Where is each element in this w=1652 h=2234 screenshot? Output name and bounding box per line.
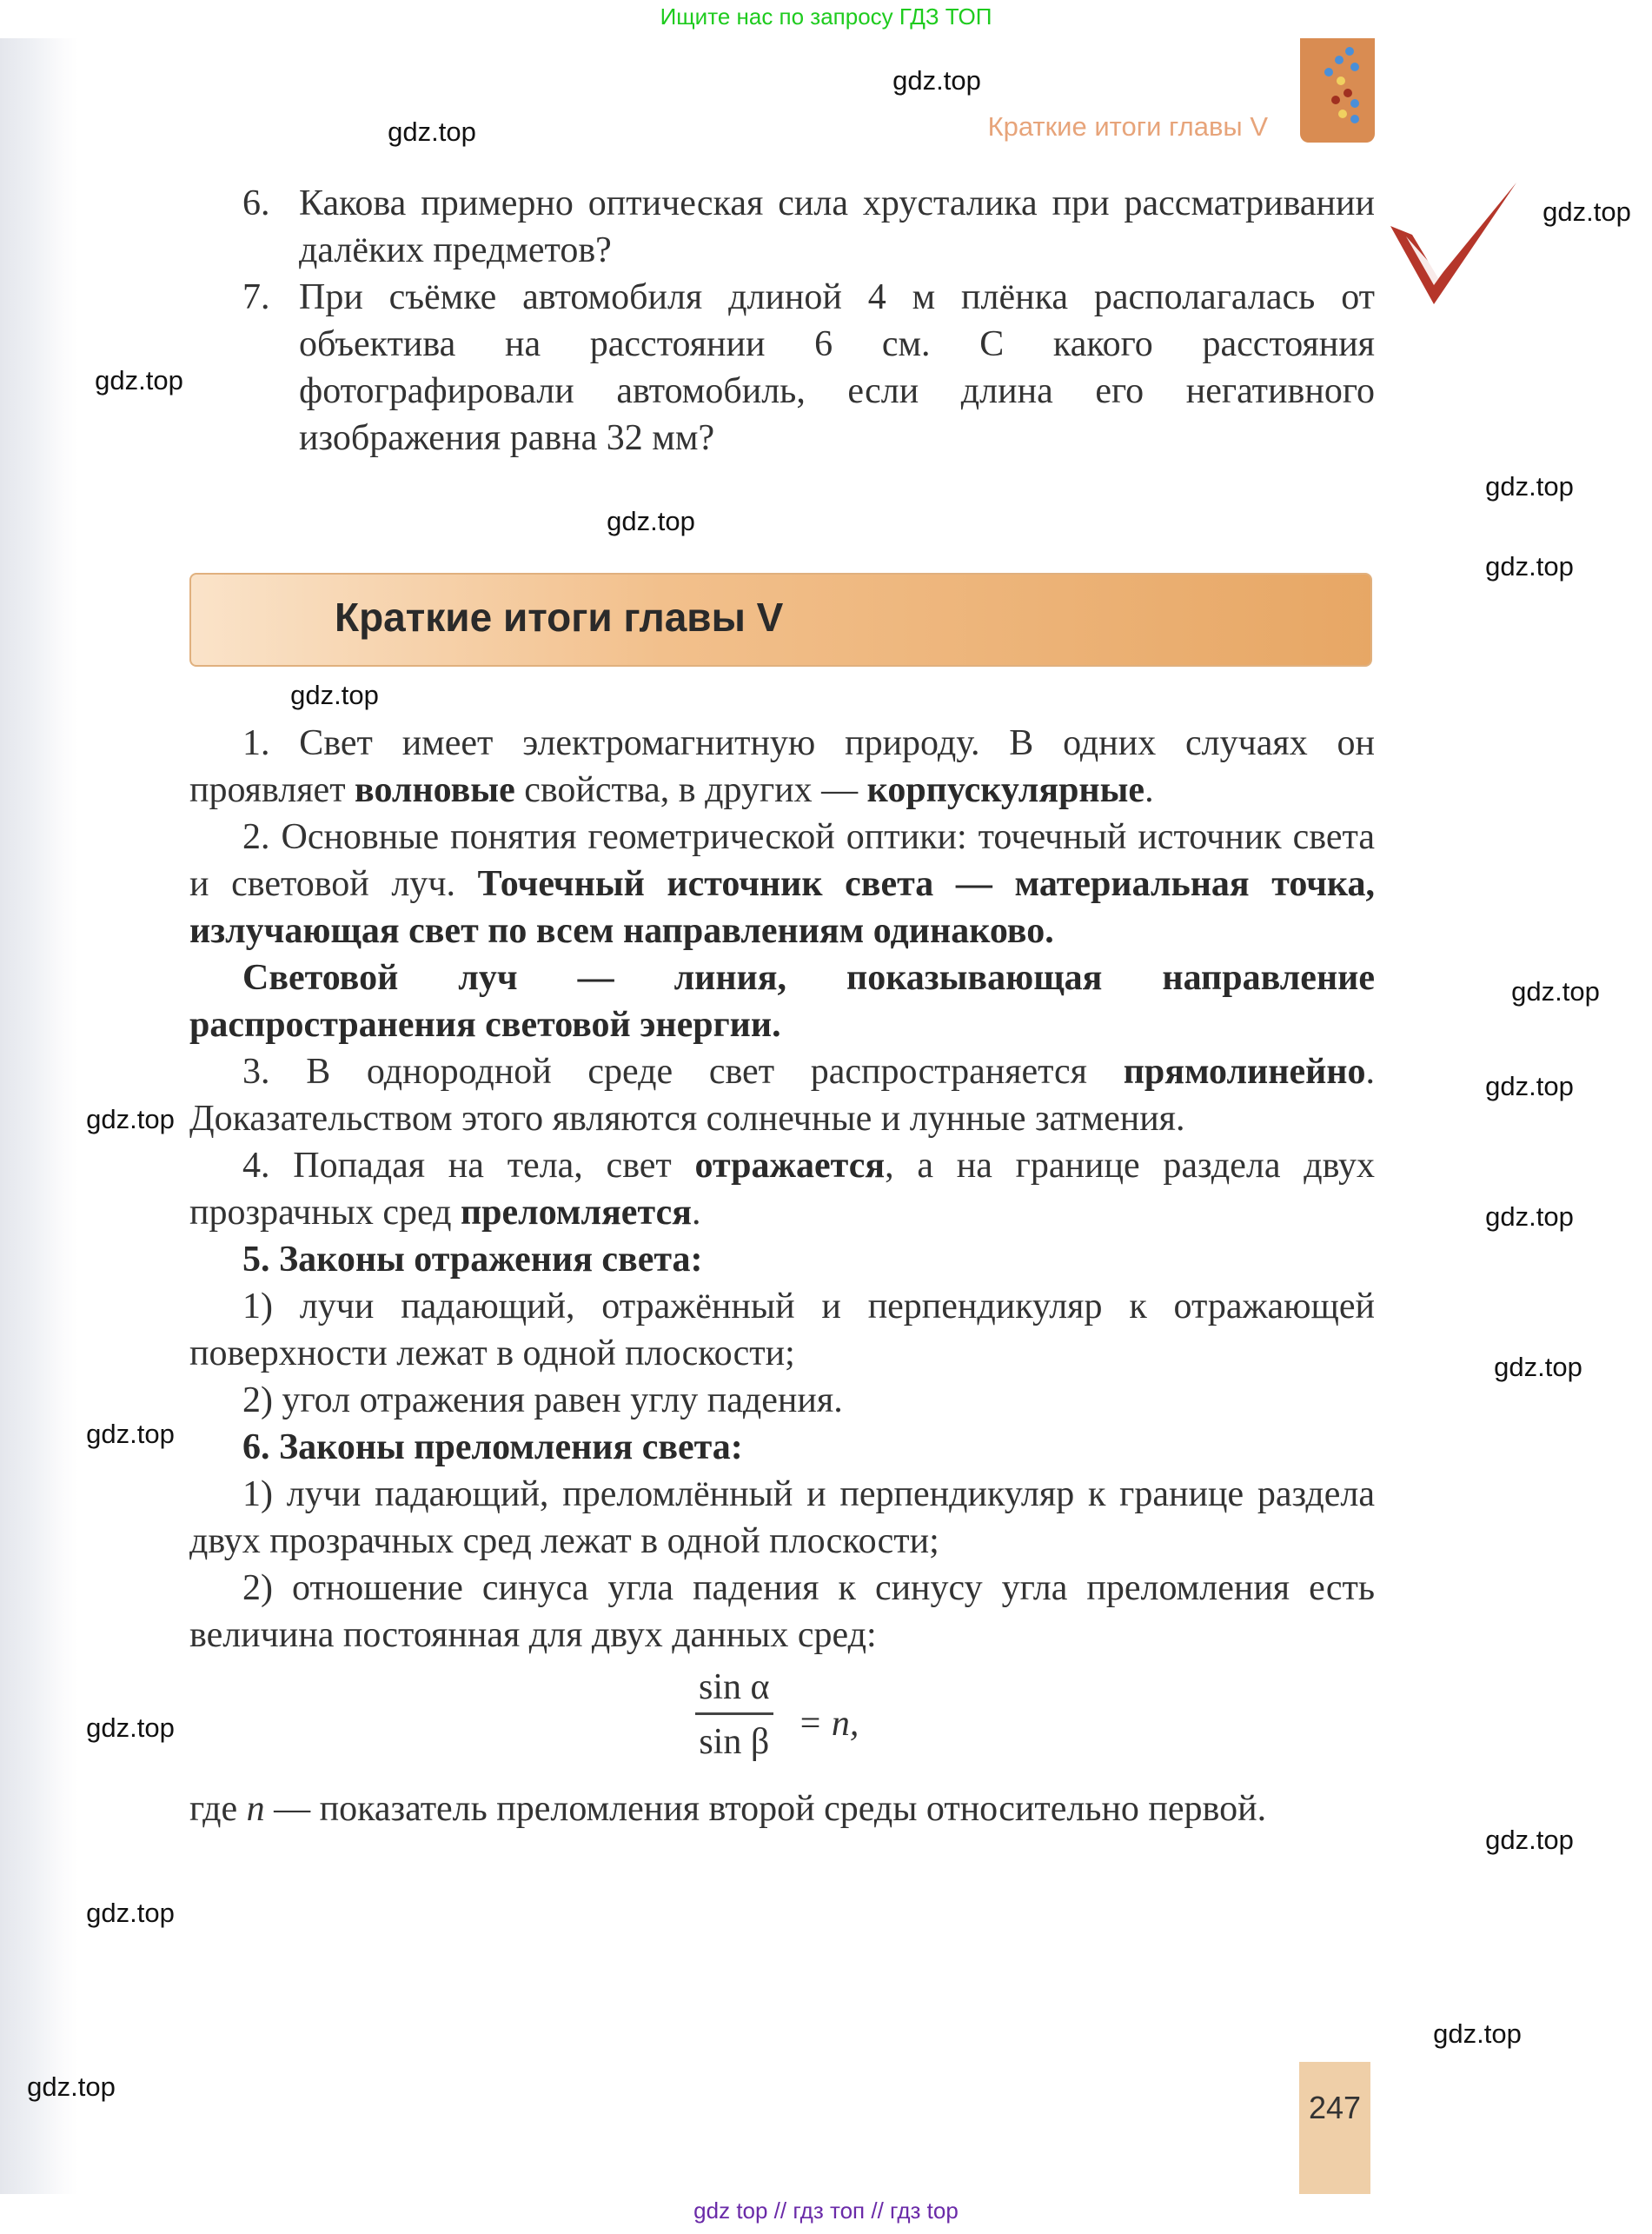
watermark-text: gdz.top — [1511, 976, 1600, 1007]
section-banner — [189, 573, 1372, 667]
bold-term: волновые — [355, 770, 515, 810]
definition-point-source: Точечный источник света — материальная точка, излучающая свет по всем направлениям одинаково. — [189, 864, 1375, 951]
denominator: sin β — [699, 1722, 770, 1762]
watermark-text: gdz.top — [86, 1712, 175, 1743]
watermark-text: gdz.top — [892, 65, 981, 96]
bold-term: прямолинейно — [1123, 1052, 1366, 1092]
text: свойства, в других — — [514, 770, 867, 810]
refraction-law-1: 1) лучи падающий, преломлённый и перпендикуляр к границе раздела двух прозрачных сред лежат в одной плоскости; — [189, 1474, 1375, 1561]
text: 1. Свет имеет электромагнитную природу. В одних случаях он проявляет — [189, 723, 1375, 810]
watermark-text: gdz.top — [86, 1104, 175, 1134]
watermark-text: gdz.top — [95, 365, 183, 396]
question-item — [242, 274, 1375, 462]
text: . — [1144, 770, 1154, 810]
text: . Доказательством этого являются солнечные и лунные затмения. — [189, 1052, 1375, 1139]
checkmark-icon — [1390, 183, 1516, 309]
summary-item-5-heading — [189, 1236, 1375, 1283]
refraction-law-2: 2) отношение синуса угла падения к синусу угла преломления есть величина постоянная для двух данных сред: — [189, 1568, 1375, 1655]
watermark-text: gdz.top — [1543, 196, 1631, 227]
watermark-text: gdz.top — [1485, 1825, 1574, 1855]
summary-item-2b — [189, 954, 1375, 1048]
watermark-text: gdz.top — [607, 506, 695, 536]
formula-rhs: = n, — [798, 1704, 859, 1744]
page-number: 247 — [1308, 2090, 1362, 2125]
watermark-text: gdz.top — [86, 1419, 175, 1449]
summary-item-1 — [189, 720, 1375, 814]
watermark-text: gdz.top — [1485, 1201, 1574, 1232]
watermark-text: gdz.top — [86, 1898, 175, 1928]
watermark-text: gdz.top — [290, 680, 379, 710]
watermark-text: gdz.top — [388, 116, 476, 147]
watermark-text: gdz.top — [1485, 1071, 1574, 1101]
page-edge-shadow — [0, 38, 78, 2194]
text: где — [189, 1789, 247, 1829]
heading: 6. Законы преломления света: — [242, 1427, 743, 1467]
fraction — [695, 1666, 773, 1765]
watermark-text: gdz.top — [27, 2071, 116, 2102]
summary-item-4 — [189, 1142, 1375, 1236]
snell-formula — [189, 1659, 1375, 1785]
text: . — [691, 1193, 701, 1233]
question-number: 6. — [242, 183, 270, 223]
summary-item-6-heading — [189, 1424, 1375, 1471]
question-text: Какова примерно оптическая сила хрусталика при рассматривании далёких предметов? — [299, 183, 1375, 270]
bold-term: отражается — [694, 1146, 886, 1186]
variable-n: n — [246, 1789, 265, 1829]
summary-item-3 — [189, 1048, 1375, 1142]
heading: 5. Законы отражения света: — [242, 1240, 703, 1280]
page-number-tab — [1299, 2062, 1370, 2194]
reflection-law-2: 2) угол отражения равен углу падения. — [242, 1380, 843, 1420]
running-header: Краткие итоги главы V — [987, 111, 1268, 142]
watermark-text: gdz.top — [1485, 551, 1574, 582]
bold-term: корпускулярные — [866, 770, 1145, 810]
section-title: Краткие итоги главы V — [335, 595, 784, 640]
text: 2. Основные понятия геометрической оптики: точечный источник света и световой луч. — [189, 817, 1375, 904]
footer-links[interactable]: gdz top // гдз топ // гдз top — [693, 2197, 959, 2224]
question-number: 7. — [242, 277, 270, 317]
reflection-law-1: 1) лучи падающий, отражённый и перпендикуляр к отражающей поверхности лежат в одной плоскости; — [189, 1287, 1375, 1373]
summary-item-2 — [189, 814, 1375, 954]
chapter-tab-logo — [1300, 38, 1375, 143]
watermark-text: gdz.top — [1433, 2018, 1522, 2049]
summary-body — [189, 720, 1375, 1832]
text: , а на границе раздела двух прозрачных сред — [189, 1146, 1375, 1233]
numerator: sin α — [695, 1666, 773, 1715]
question-item — [242, 180, 1375, 274]
text: 3. В однородной среде свет распространяется — [242, 1052, 1124, 1092]
question-text: При съёмке автомобиля длиной 4 м плёнка располагалась от объектива на расстоянии 6 см. С какого расстояния фотографировали автомобиль, если длина его негативного изображения равна 32 мм? — [299, 277, 1375, 458]
text: — показатель преломления второй среды относительно первой. — [264, 1789, 1267, 1829]
definition-light-ray: Световой луч — линия, показывающая направление распространения световой энергии. — [189, 958, 1375, 1045]
top-promo-text[interactable]: Ищите нас по запросу ГДЗ ТОП — [660, 3, 992, 30]
summary-item-7 — [189, 1785, 1375, 1832]
questions-list — [242, 180, 1375, 462]
watermark-text: gdz.top — [1485, 471, 1574, 502]
text: 4. Попадая на тела, свет — [242, 1146, 695, 1186]
bold-term: преломляется — [460, 1193, 692, 1233]
watermark-text: gdz.top — [1494, 1352, 1582, 1382]
